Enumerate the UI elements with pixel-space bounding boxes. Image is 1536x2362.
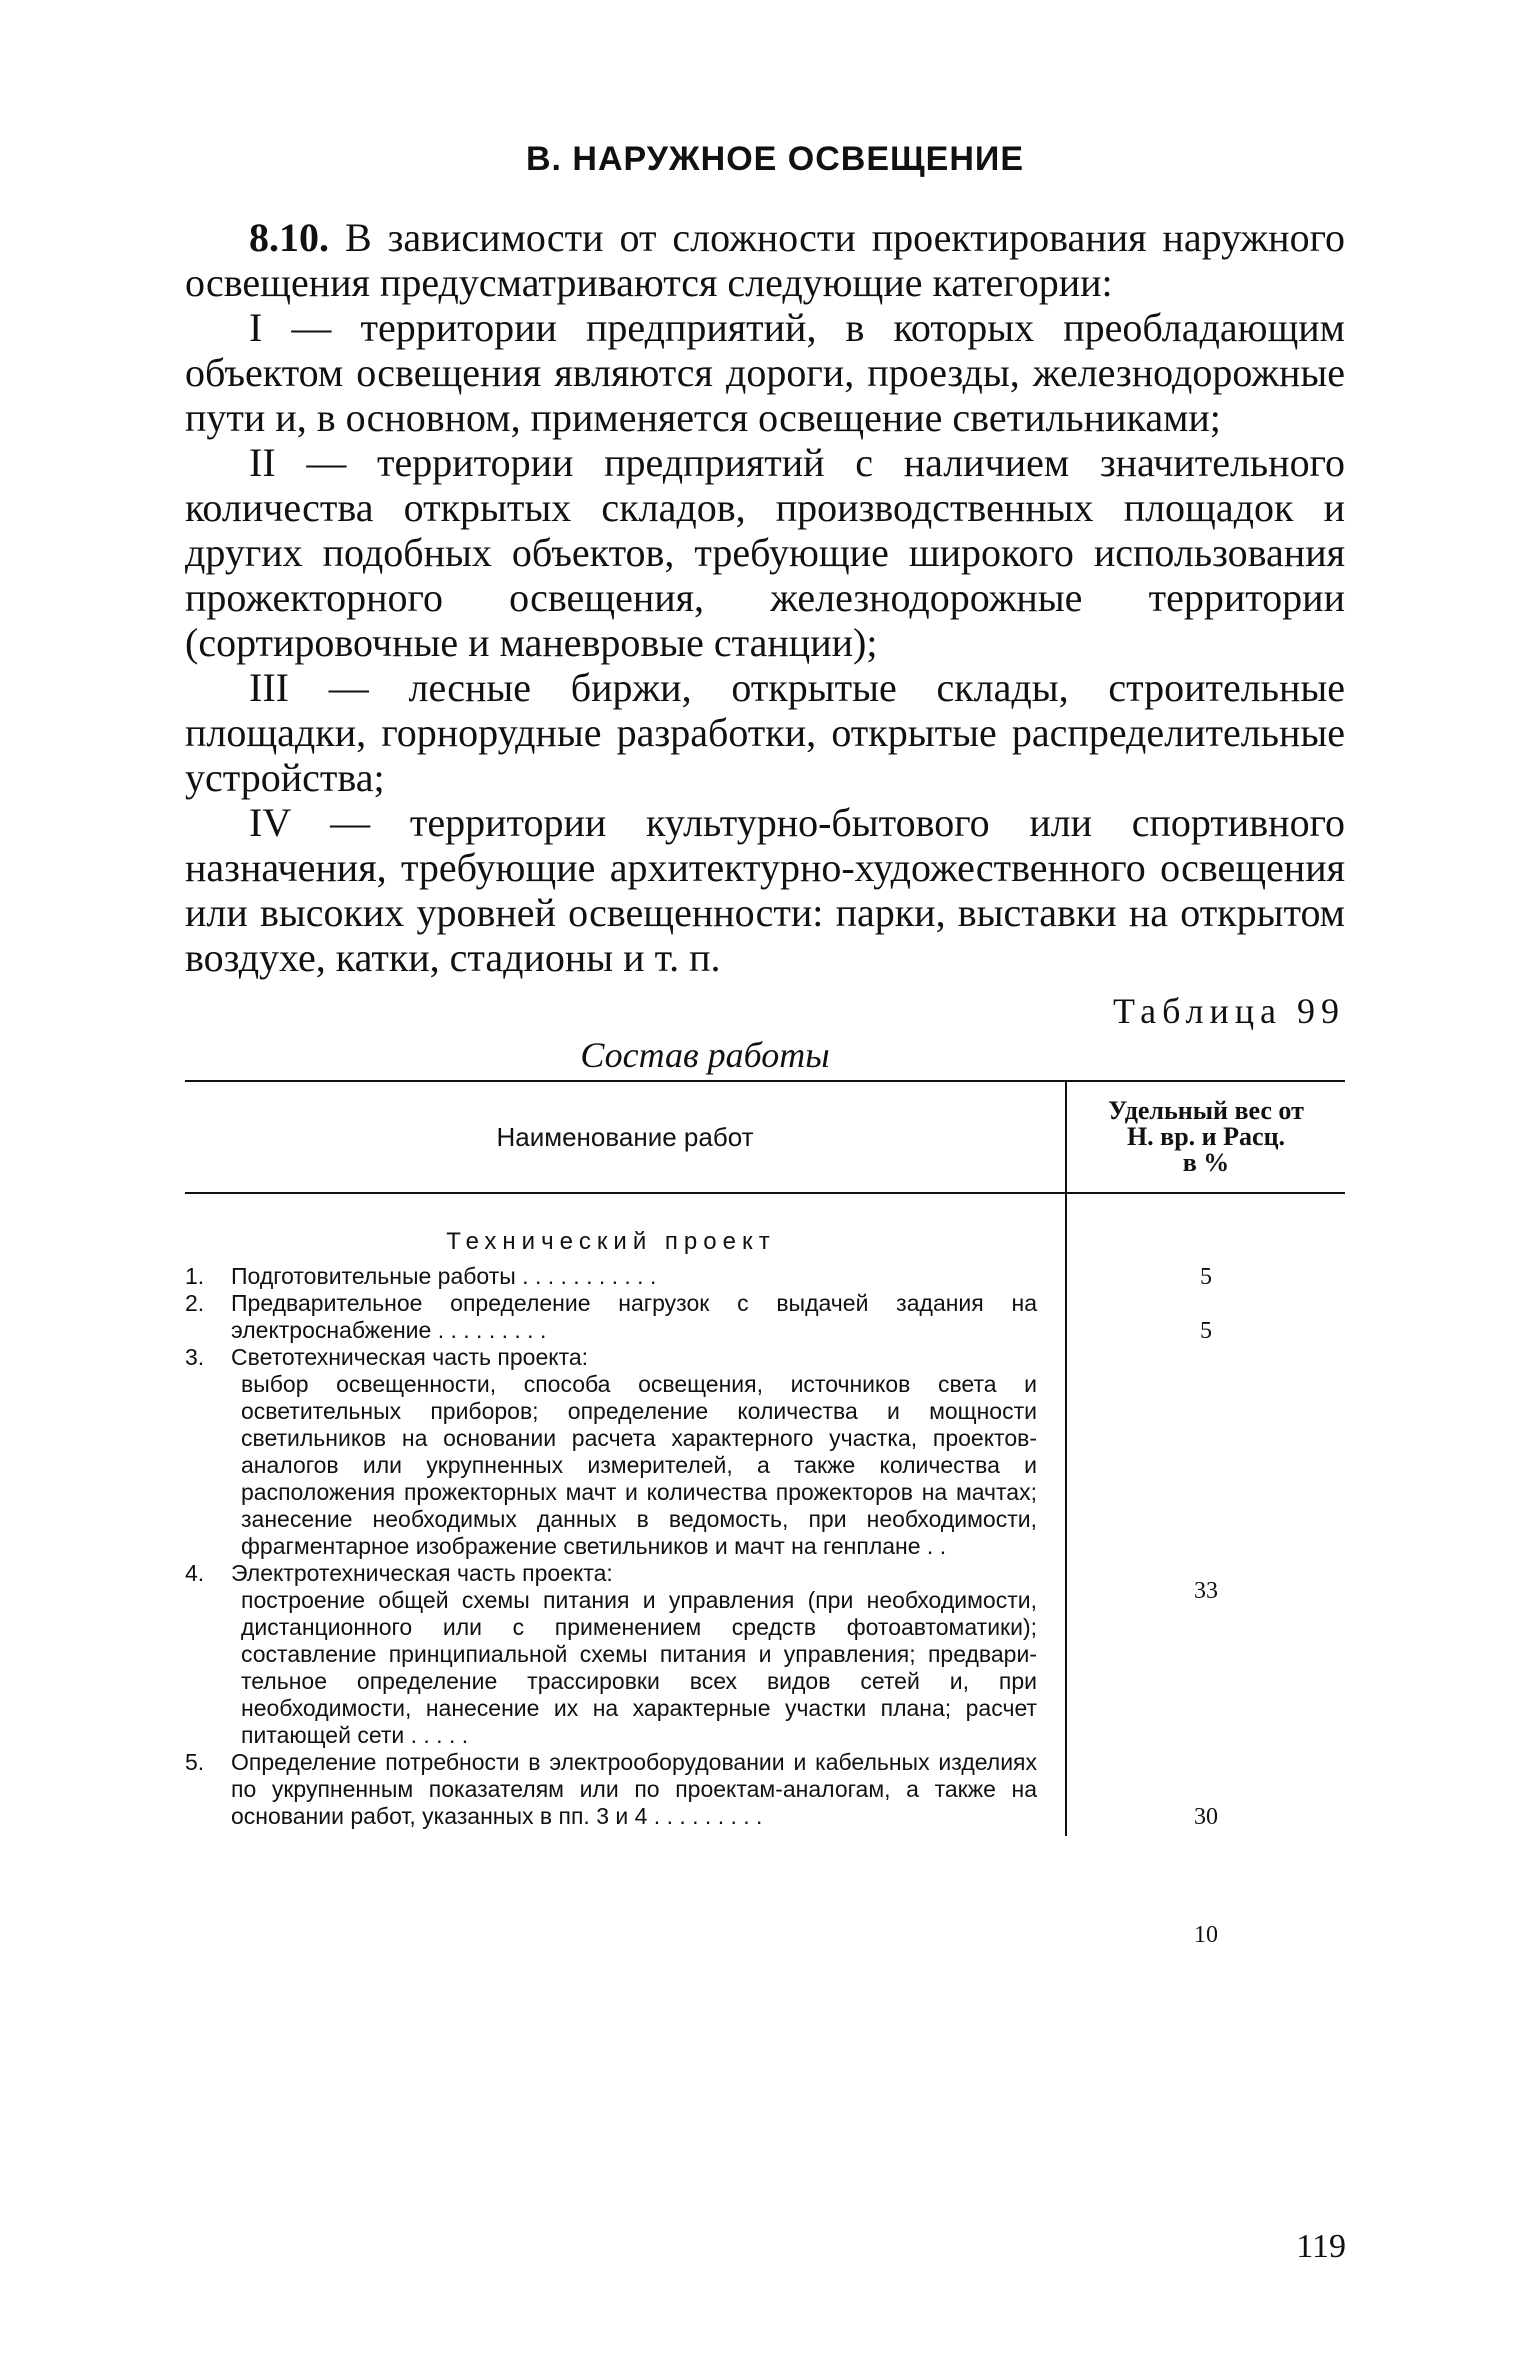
share-header-line-2: Н. вр. и Расц.: [1126, 1122, 1286, 1151]
intro-paragraph: [185, 215, 1345, 305]
share-header-line-3: в %: [1182, 1148, 1230, 1177]
row-index: 4.: [185, 1560, 205, 1586]
table-row: [185, 1290, 1037, 1344]
group-title: Технический проект: [446, 1228, 776, 1255]
category-2: II — территории предприятий с наличием значительного количества открытых складов, производственных площадок и других подобных объектов, требующие широкого использования прожекторного освещения, железнодорожные территории (сортировочные и маневровые станции);: [185, 440, 1345, 665]
row-title: Подготовительные работы . . . . . . . . . . .: [231, 1263, 657, 1289]
row-detail: построение общей схемы питания и управления (при необходимости, дистанционного или с применением средств фотоавтоматики); составление принципиальной схемы питания и управления; предварительное определение трассировки всех видов сетей и, при необходимости, нанесение их на характерные участки плана; расчет питающей сети . . . . .: [241, 1587, 1037, 1748]
clause-number: 8.10.: [249, 215, 329, 260]
row-detail: выбор освещенности, способа освещения, источников света и осветительных приборов; определение количества и мощности светильников на основании расчета характерного участка, проектов-аналогов или укрупненных измерителей, а также количества и расположения прожекторных мачт и количества прожекторов на мачтах; занесение необходимых данных в ведомость, при необходимости, фрагментарное изображение светильников и мачт на генплане . .: [241, 1371, 1037, 1559]
share-value: 5: [1200, 1318, 1212, 1344]
column-header-name: Наименование работ: [185, 1081, 1066, 1193]
row-index: 5.: [185, 1749, 205, 1775]
row-title: Светотехническая часть проекта:: [231, 1344, 589, 1370]
table-row: [185, 1344, 1037, 1560]
table-number: Таблица 99: [1113, 991, 1345, 1031]
page-number: 119: [1296, 2228, 1346, 2265]
row-title: Электротехническая часть проекта:: [231, 1560, 613, 1586]
row-title: Предварительное определение нагрузок с выдачей задания на электроснабжение . . . . . . . . .: [231, 1290, 1037, 1343]
table-caption: Состав работы: [580, 1035, 830, 1075]
share-value: 30: [1194, 1804, 1218, 1830]
work-names-cell: [185, 1193, 1066, 1836]
row-title: Определение потребности в электрооборудовании и кабельных изделиях по укрупненным показателям или по проектам-аналогам, а также на основании работ, указанных в пп. 3 и 4 . . . . . . . . .: [231, 1749, 1037, 1829]
share-values-cell: [1066, 1193, 1345, 1948]
share-value: 33: [1194, 1578, 1218, 1604]
table-header-row: [185, 1081, 1345, 1193]
category-3: III — лесные биржи, открытые склады, строительные площадки, горнорудные разработки, открытые распределительные устройства;: [185, 665, 1345, 800]
row-index: 2.: [185, 1290, 205, 1316]
share-value: 10: [1194, 1922, 1218, 1948]
category-4: IV — территории культурно-бытового или спортивного назначения, требующие архитектурно-художественного освещения или высоких уровней освещенности: парки, выставки на открытом воздухе, катки, стадионы и т. п.: [185, 800, 1345, 980]
work-table: [185, 1080, 1345, 1948]
column-header-share: [1066, 1081, 1345, 1193]
table-row: [185, 1560, 1037, 1749]
share-value: 5: [1200, 1264, 1212, 1290]
row-index: 3.: [185, 1344, 205, 1370]
intro-text: В зависимости от сложности проектирования наружного освещения предусматриваются следующие категории:: [185, 215, 1345, 305]
share-header-line-1: Удельный вес от: [1108, 1096, 1304, 1125]
table-row: [185, 1263, 1037, 1290]
table-row: [185, 1749, 1037, 1830]
table-body-row: [185, 1193, 1345, 1836]
row-index: 1.: [185, 1263, 205, 1289]
section-heading: В. НАРУЖНОЕ ОСВЕЩЕНИЕ: [525, 140, 1024, 178]
page-content: [185, 140, 1345, 1948]
category-1: I — территории предприятий, в которых преобладающим объектом освещения являются дороги, проезды, железнодорожные пути и, в основном, применяется освещение светильниками;: [185, 305, 1345, 440]
